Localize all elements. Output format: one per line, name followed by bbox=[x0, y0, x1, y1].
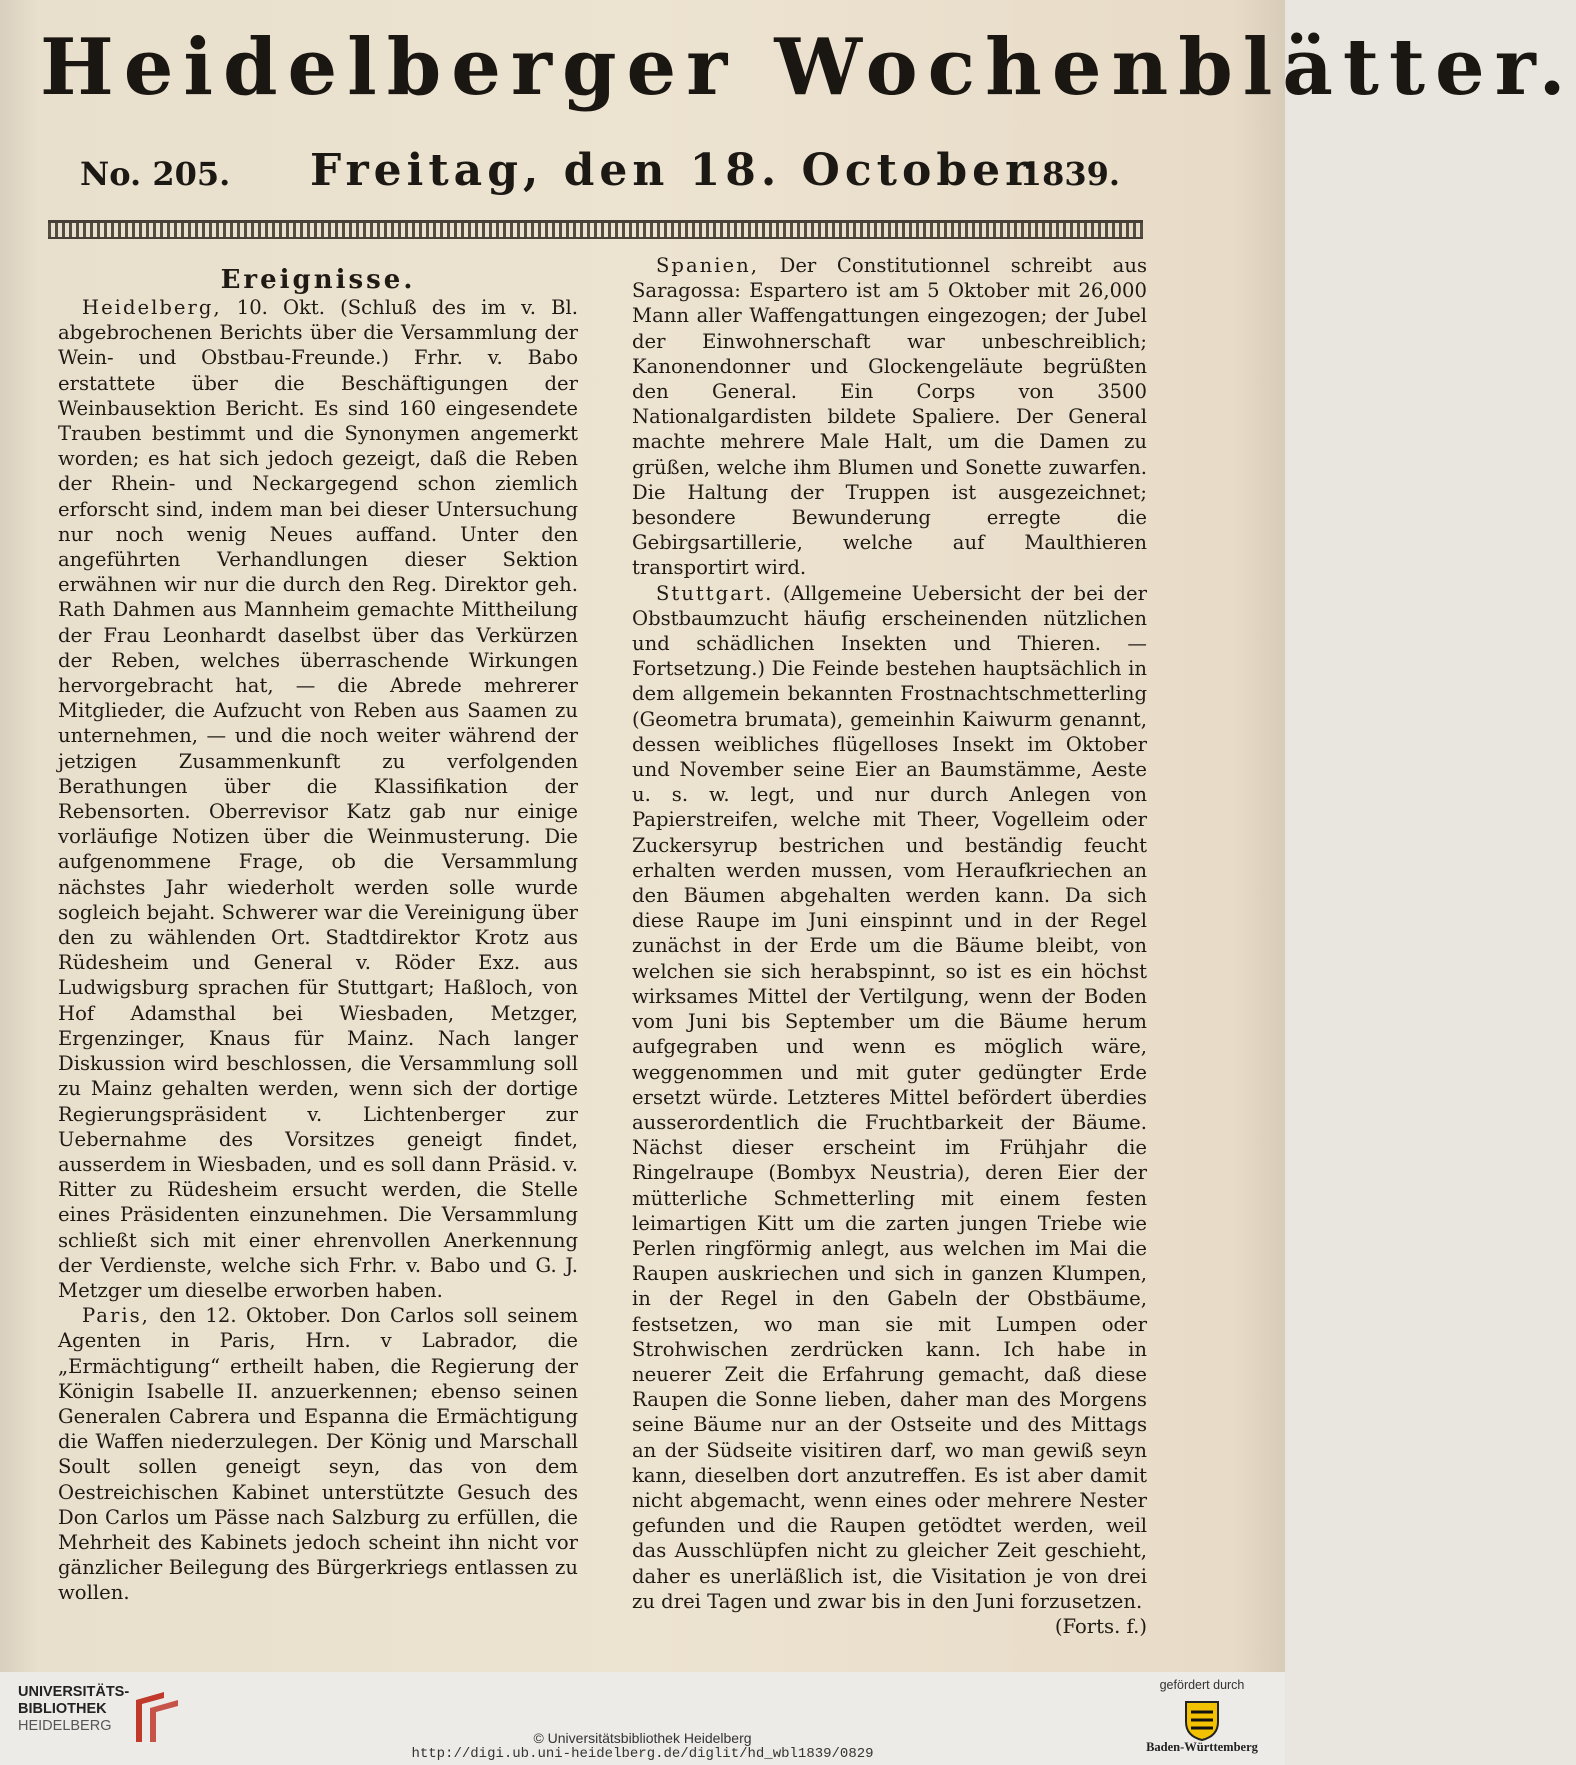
continuation-note: (Forts. f.) bbox=[1054, 1614, 1147, 1638]
copyright-notice: © Universitätsbibliothek Heidelberg bbox=[533, 1730, 752, 1746]
right-column bbox=[632, 253, 1147, 1639]
dateline-place: Spanien, bbox=[656, 254, 759, 277]
permalink[interactable]: http://digi.ub.uni-heidelberg.de/diglit/hd_wbl1839/0829 bbox=[411, 1746, 874, 1762]
logo-text-line: BIBLIOTHEK bbox=[18, 1701, 107, 1717]
article-body: 10. Okt. (Schluß des im v. Bl. abgebrochenen Berichts über die Versammlung der Wein- und Obstbau-Freunde.) Frhr. v. Babo erstattete über die Beschäftigungen der Weinbausektion Bericht. Es sind 160 eingesendete Trauben bestimmt und die Synonymen angemerkt worden; es hat sich jedoch gezeigt, daß die Reben der Rhein- und Neckargegend schon ziemlich erforscht sind, indem man bei dieser Untersuchung nur noch wenig Neues auffand. Unter den angeführten Verhandlungen dieser Sektion erwähnen wir nur die durch den Reg. Direktor geh. Rath Dahmen aus Mannheim gemachte Mittheilung der Frau Leonhardt daselbst über das Verkürzen der Reben, welches überraschende Wirkungen hervorgebracht hat, — die Abrede mehrerer Mitglieder, die Aufzucht von Reben aus Saamen zu unternehmen, — und die noch weiter während der jetzigen Zusammenkunft zu verfolgenden Berathungen über die Klassifikation der Rebensorten. Oberrevisor Katz gab nur einige vorläufige Notizen über die Weinmusterung. Die aufgenommene Frage, ob die Versammlung nächstes Jahr wiederholt werden solle wurde sogleich bejaht. Schwerer war die Vereinigung über den zu wählenden Ort. Stadtdirektor Krotz aus Rüdesheim und General v. Röder Exz. aus Ludwigsburg sprachen für Stuttgart; Haßloch, von Hof Adamsthal bei Wiesbaden, Metzger, Ergenzinger, Knaus für Mainz. Nach langer Diskussion wird beschlossen, die Versammlung soll zu Mainz gehalten werden, wenn sich der dortige Regierungspräsident v. Lichtenberger zur Uebernahme des Vorsitzes geneigt findet, ausserdem in Wiesbaden, und es soll dann Präsid. v. Ritter zu Rüdesheim ersucht werden, die Stelle eines Präsidenten einzunehmen. Die Versammlung schließt sich mit einer ehrenvollen Anerkennung der Verdienste, welche sich Frhr. v. Babo und G. J. Metzger um dieselbe erworben haben. bbox=[58, 296, 578, 1302]
article-body: den 12. Oktober. Don Carlos soll seinem Agenten in Paris, Hrn. v Labrador, die „Ermächtigung“ ertheilt haben, die Regierung der Königin Isabelle II. anzuerkennen; ebenso seinen Generalen Cabrera und Espanna die Ermächtigung die Waffen niederzulegen. Der König und Marschall Soult sollen geneigt seyn, das von dem Oestreichischen Kabinet unterstützte Gesuch des Don Carlos um Pässe nach Salzburg zu erfüllen, die Mehrheit des Kabinets jedoch scheint ihn nicht vor gänzlicher Beilegung des Bürgerkriegs entlassen zu wollen. bbox=[58, 1304, 578, 1605]
dateline-place: Paris, bbox=[82, 1304, 150, 1328]
header-rule bbox=[48, 220, 1143, 239]
article-body: Der Constitutionnel schreibt aus Saragossa: Espartero ist am 5 Oktober mit 26,000 Mann aller Waffengattungen eingezogen; der Jubel der Einwohnerschaft war unbeschreiblich; Kanonendonner und Glockengeläute begrüßten den General. Ein Corps von 3500 Nationalgardisten bildete Spaliere. Der General machte mehrere Male Halt, um die Damen zu grüßen, welche ihm Blumen und Sonette zuwarfen. Die Haltung der Truppen ist ausgezeichnet; besondere Bewunderung erregte die Gebirgsartillerie, welche auf Maulthieren transportirt wird. bbox=[632, 254, 1147, 580]
dateline bbox=[80, 145, 1120, 205]
article-stuttgart bbox=[632, 581, 1147, 1640]
article-heidelberg bbox=[58, 295, 578, 1303]
sponsor-label: gefördert durch bbox=[1159, 1678, 1245, 1692]
dateline-place: Heidelberg, bbox=[82, 296, 222, 319]
dateline-place: Stuttgart. bbox=[656, 581, 774, 605]
issue-year: 1839. bbox=[1019, 155, 1120, 193]
article-spanien bbox=[632, 253, 1147, 581]
logo-text-line: UNIVERSITÄTS- bbox=[18, 1684, 130, 1700]
issue-number: No. 205. bbox=[80, 155, 231, 193]
sponsor-name: Baden-Württemberg bbox=[1146, 1740, 1258, 1754]
issue-date: Freitag, den 18. October bbox=[310, 145, 1034, 196]
article-body: (Allgemeine Uebersicht der bei der Obstbaumzucht häufig erscheinenden nützlichen und schädlichen Insekten und Thieren. — Fortsetzung.) Die Feinde bestehen hauptsächlich in dem allgemein bekannten Frostnachtschmetterling (Geometra brumata), gemeinhin Kaiwurm genannt, dessen weibliches flügelloses Insekt im Oktober und November seine Eier an Baumstämme, Aeste u. s. w. legt, und nur durch Anlegen von Papierstreifen, welche mit Theer, Vogelleim oder Zuckersyrup bestrichen und beständig feucht erhalten werden mussen, vom Heraufkriechen an den Bäumen abgehalten werden kann. Da sich diese Raupe im Juni einspinnt und in der Regel zunächst in der Erde um die Bäume bleibt, von welchen sie sich herabspinnt, so ist es ein höchst wirksames Mittel der Vertilgung, wenn der Boden vom Juni bis September um die Bäume herum aufgegraben und wenn es möglich wäre, weggenommen und mit guter gedüngter Erde ersetzt würde. Letzteres Mittel befördert überdies ausserordentlich die Fruchtbarkeit der Bäume. Nächst dieser erscheint im Frühjahr die Ringelraupe (Bombyx Neustria), deren Eier der mütterliche Schmetterling mit einem festen leimartigen Kitt um die zarten jungen Triebe wie Perlen ringförmig anlegt, aus welchen im Mai die Raupen auskriechen und sich in ganzen Klumpen, in der Regel in den Gabeln der Obstbäume, festsetzen, wo man sie mit Lumpen oder Strohwischen zerdrücken kann. Ich habe in neuerer Zeit die Erfahrung gemacht, daß diese Raupen die Sonne lieben, daher man des Morgens seine Bäume nur an der Ostseite und des Mittags an der Südseite visitiren darf, wo man gewiß seyn kann, dieselben dort anzutreffen. Es ist aber damit nicht abgemacht, wenn eines oder mehrere Nester gefunden und die Raupen getödtet werden, weil das Ausschlüpfen nicht zu gleicher Zeit geschieht, daher es unerläßlich ist, die Visitation je von drei zu drei Tagen und zwar bis in den Juni forzusetzen. bbox=[632, 581, 1147, 1613]
viewer-footer bbox=[0, 1672, 1285, 1765]
masthead-title: Heidelberger Wochenblätter. bbox=[40, 22, 1576, 113]
logo-text-line: HEIDELBERG bbox=[18, 1718, 112, 1734]
state-coat-of-arms-icon bbox=[1183, 1698, 1221, 1742]
section-heading: Ereignisse. bbox=[220, 265, 416, 295]
left-column bbox=[58, 255, 578, 1606]
article-paris bbox=[58, 1303, 578, 1605]
sponsor-block bbox=[1137, 1678, 1267, 1755]
